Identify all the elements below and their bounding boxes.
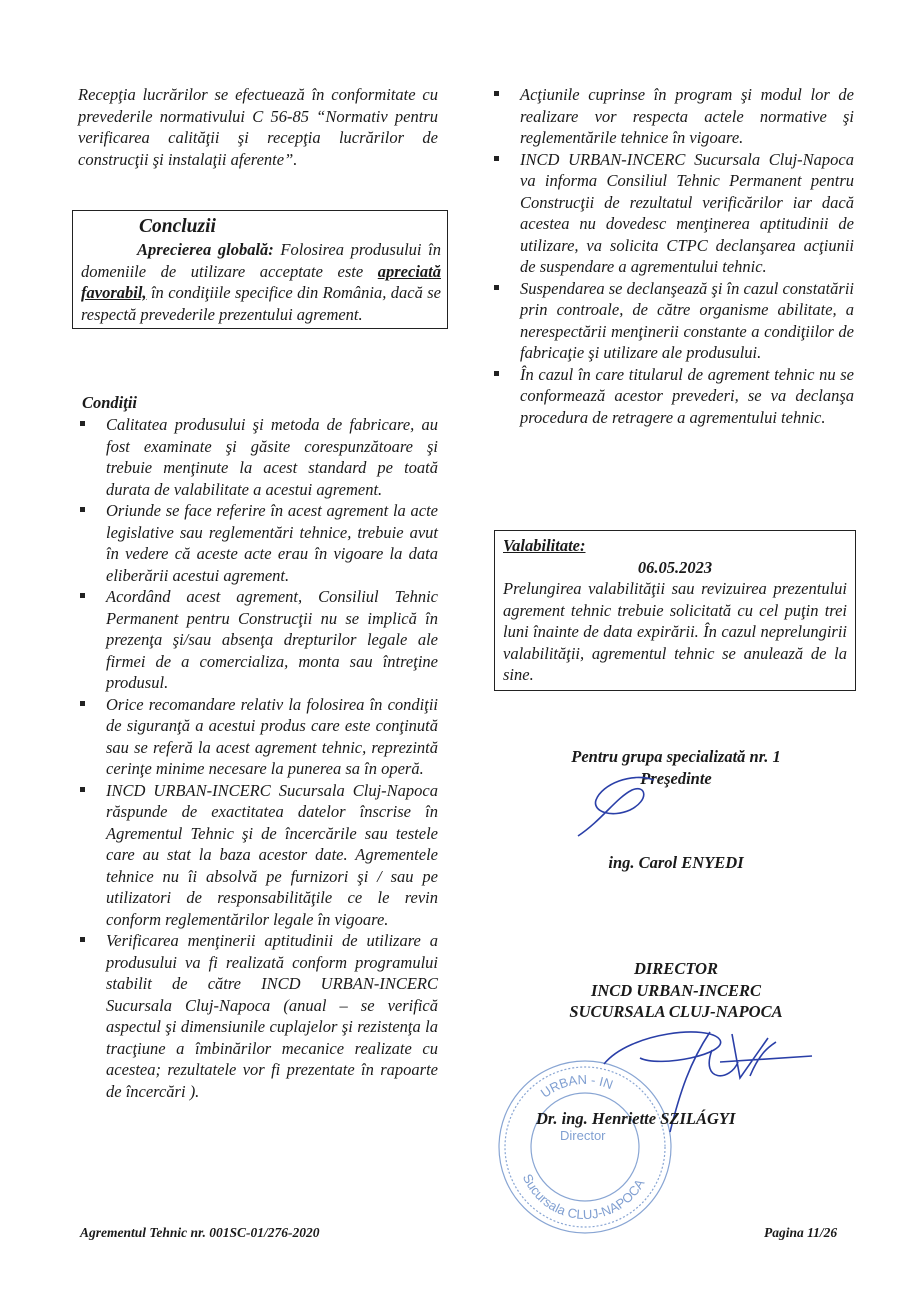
footer-page-number: Pagina 11/26 <box>764 1225 838 1240</box>
stamp-center-text: Director <box>560 1128 606 1143</box>
validity-date: 06.05.2023 <box>637 557 713 577</box>
list-item: Acţiunile cuprinse în program şi modul lor de realizare vor respecta actele normative şi reglementările tehnice în vigoare. <box>492 84 854 149</box>
bullet-square-icon <box>80 701 85 706</box>
director-title: DIRECTOR <box>633 959 719 978</box>
bullet-square-icon <box>80 787 85 792</box>
branch-name: SUCURSALA CLUJ-NAPOCA <box>569 1002 783 1021</box>
bullet-square-icon <box>80 421 85 426</box>
institute-name: INCD URBAN-INCERC <box>590 980 762 1000</box>
footer-document-number: Agrementul Tehnic nr. 001SC-01/276-2020 <box>80 1225 320 1240</box>
list-item: Suspendarea se declanşează şi în cazul constatării prin controale, de către organisme abilitate, a nerespectării menţinerii constante a condiţiilor de fabricaţie şi utilizare ale produsului. <box>492 278 854 364</box>
favourable-highlight: apreciată favorabil, <box>81 261 441 302</box>
president-label: Preşedinte <box>640 768 712 788</box>
validity-text: Prelungirea valabilităţii sau revizuirea prezentului agrement tehnic trebuie solicitată cu cel puţin trei luni înainte de data expirării. În cazul neprelungirii valabilităţii, agrementul tehnic se anulează de la sine. <box>503 579 847 684</box>
validity-box <box>494 530 856 691</box>
stamp-bottom-text: Sucursala CLUJ-NAPOCA <box>519 1171 648 1223</box>
list-item: Acordând acest agrement, Consiliul Tehnic Permanent pentru Construcţii nu se implică în prezenţa şi/sau absenţa drepturilor legale ale firmei de a comercializa, monta sau întreţine produsul. <box>78 586 438 694</box>
list-item: INCD URBAN-INCERC Sucursala Cluj-Napoca răspunde de exactitatea datelor înscrise în Agrementul Tehnic şi de încercările sau testele care au stat la baza acestor date. Agrementele tehnice nu îi absolvă pe furnizori şi / sau pe utilizatori de responsabilităţile ce le revin conform reglementărilor legale în vigoare. <box>78 780 438 931</box>
director-name: Dr. ing. Henriette SZILÁGYI <box>536 1109 736 1128</box>
bullet-square-icon <box>494 156 499 161</box>
bullet-square-icon <box>80 937 85 942</box>
list-item: Oriunde se face referire în acest agrement la acte legislative sau reglementări tehnice, trebuie avut în vedere că aceste acte erau în vigoare la data eliberării acestui agrement. <box>78 500 438 586</box>
reception-paragraph: Recepţia lucrărilor se efectuează în conformitate cu prevederile normativului C 56-85 “Normativ pentru verificarea calităţii şi recepţia lucrărilor de construcţii şi instalaţii aferente”. <box>78 85 438 169</box>
conclusions-text: Aprecierea globală: Folosirea produsului în domeniile de utilizare acceptate este apreciată favorabil, în condiţiile specifice din România, dacă se respectă prevederile prezentului agrement. <box>81 240 441 324</box>
bullet-square-icon <box>494 91 499 96</box>
list-item: Calitatea produsului şi metoda de fabricare, au fost examinate şi găsite corespunzătoare şi trebuie menţinute la acest standard pe toată durata de valabilitate a acestui agrement. <box>78 414 438 500</box>
conditions-list <box>78 414 438 1102</box>
president-signature <box>572 770 682 842</box>
global-assessment-label: Aprecierea globală: <box>137 240 274 259</box>
bullet-square-icon <box>80 593 85 598</box>
group-line: Pentru grupa specializată nr. 1 <box>571 747 781 766</box>
list-item: Verificarea menţinerii aptitudinii de utilizare a produsului va fi realizată conform programului stabilit de către INCD URBAN-INCERC Sucursala Cluj-Napoca (anual – se verifică aspectul şi dimensiunile cuplajelor şi rezistenţa la tracţiune a îmbinărilor mecanice realizate cu acestea; rezultatele vor fi prezentate în rapoarte de încercări ). <box>78 930 438 1102</box>
conditions-title: Condiţii <box>82 393 138 412</box>
bullet-square-icon <box>80 507 85 512</box>
verification-list <box>492 84 854 428</box>
list-item: INCD URBAN-INCERC Sucursala Cluj-Napoca va informa Consiliul Tehnic Permanent pentru Construcţii de rezultatul verificărilor iar dacă acestea nu dovedesc menţinerea aptitudinii de utilizare, va solicita CTPC declanşarea acţiunii de suspendare a agrementului tehnic. <box>492 149 854 278</box>
list-item: Orice recomandare relativ la folosirea în condiţii de siguranţă a acestui produs care este conţinută sau se referă la acest agrement tehnic, reprezintă cerinţe minime necesare la punerea sa în operă. <box>78 694 438 780</box>
director-heading <box>494 958 858 1023</box>
bullet-square-icon <box>494 371 499 376</box>
conclusions-box <box>72 210 448 329</box>
stamp-top-text: URBAN - IN <box>537 1071 616 1101</box>
conclusions-title: Concluzii <box>139 216 216 237</box>
president-name: ing. Carol ENYEDI <box>608 853 744 872</box>
validity-title: Valabilitate: <box>503 536 586 555</box>
list-item: În cazul în care titularul de agrement tehnic nu se conformează acestor prevederi, se va declanşa procedura de retragere a agrementului tehnic. <box>492 364 854 429</box>
bullet-square-icon <box>494 285 499 290</box>
